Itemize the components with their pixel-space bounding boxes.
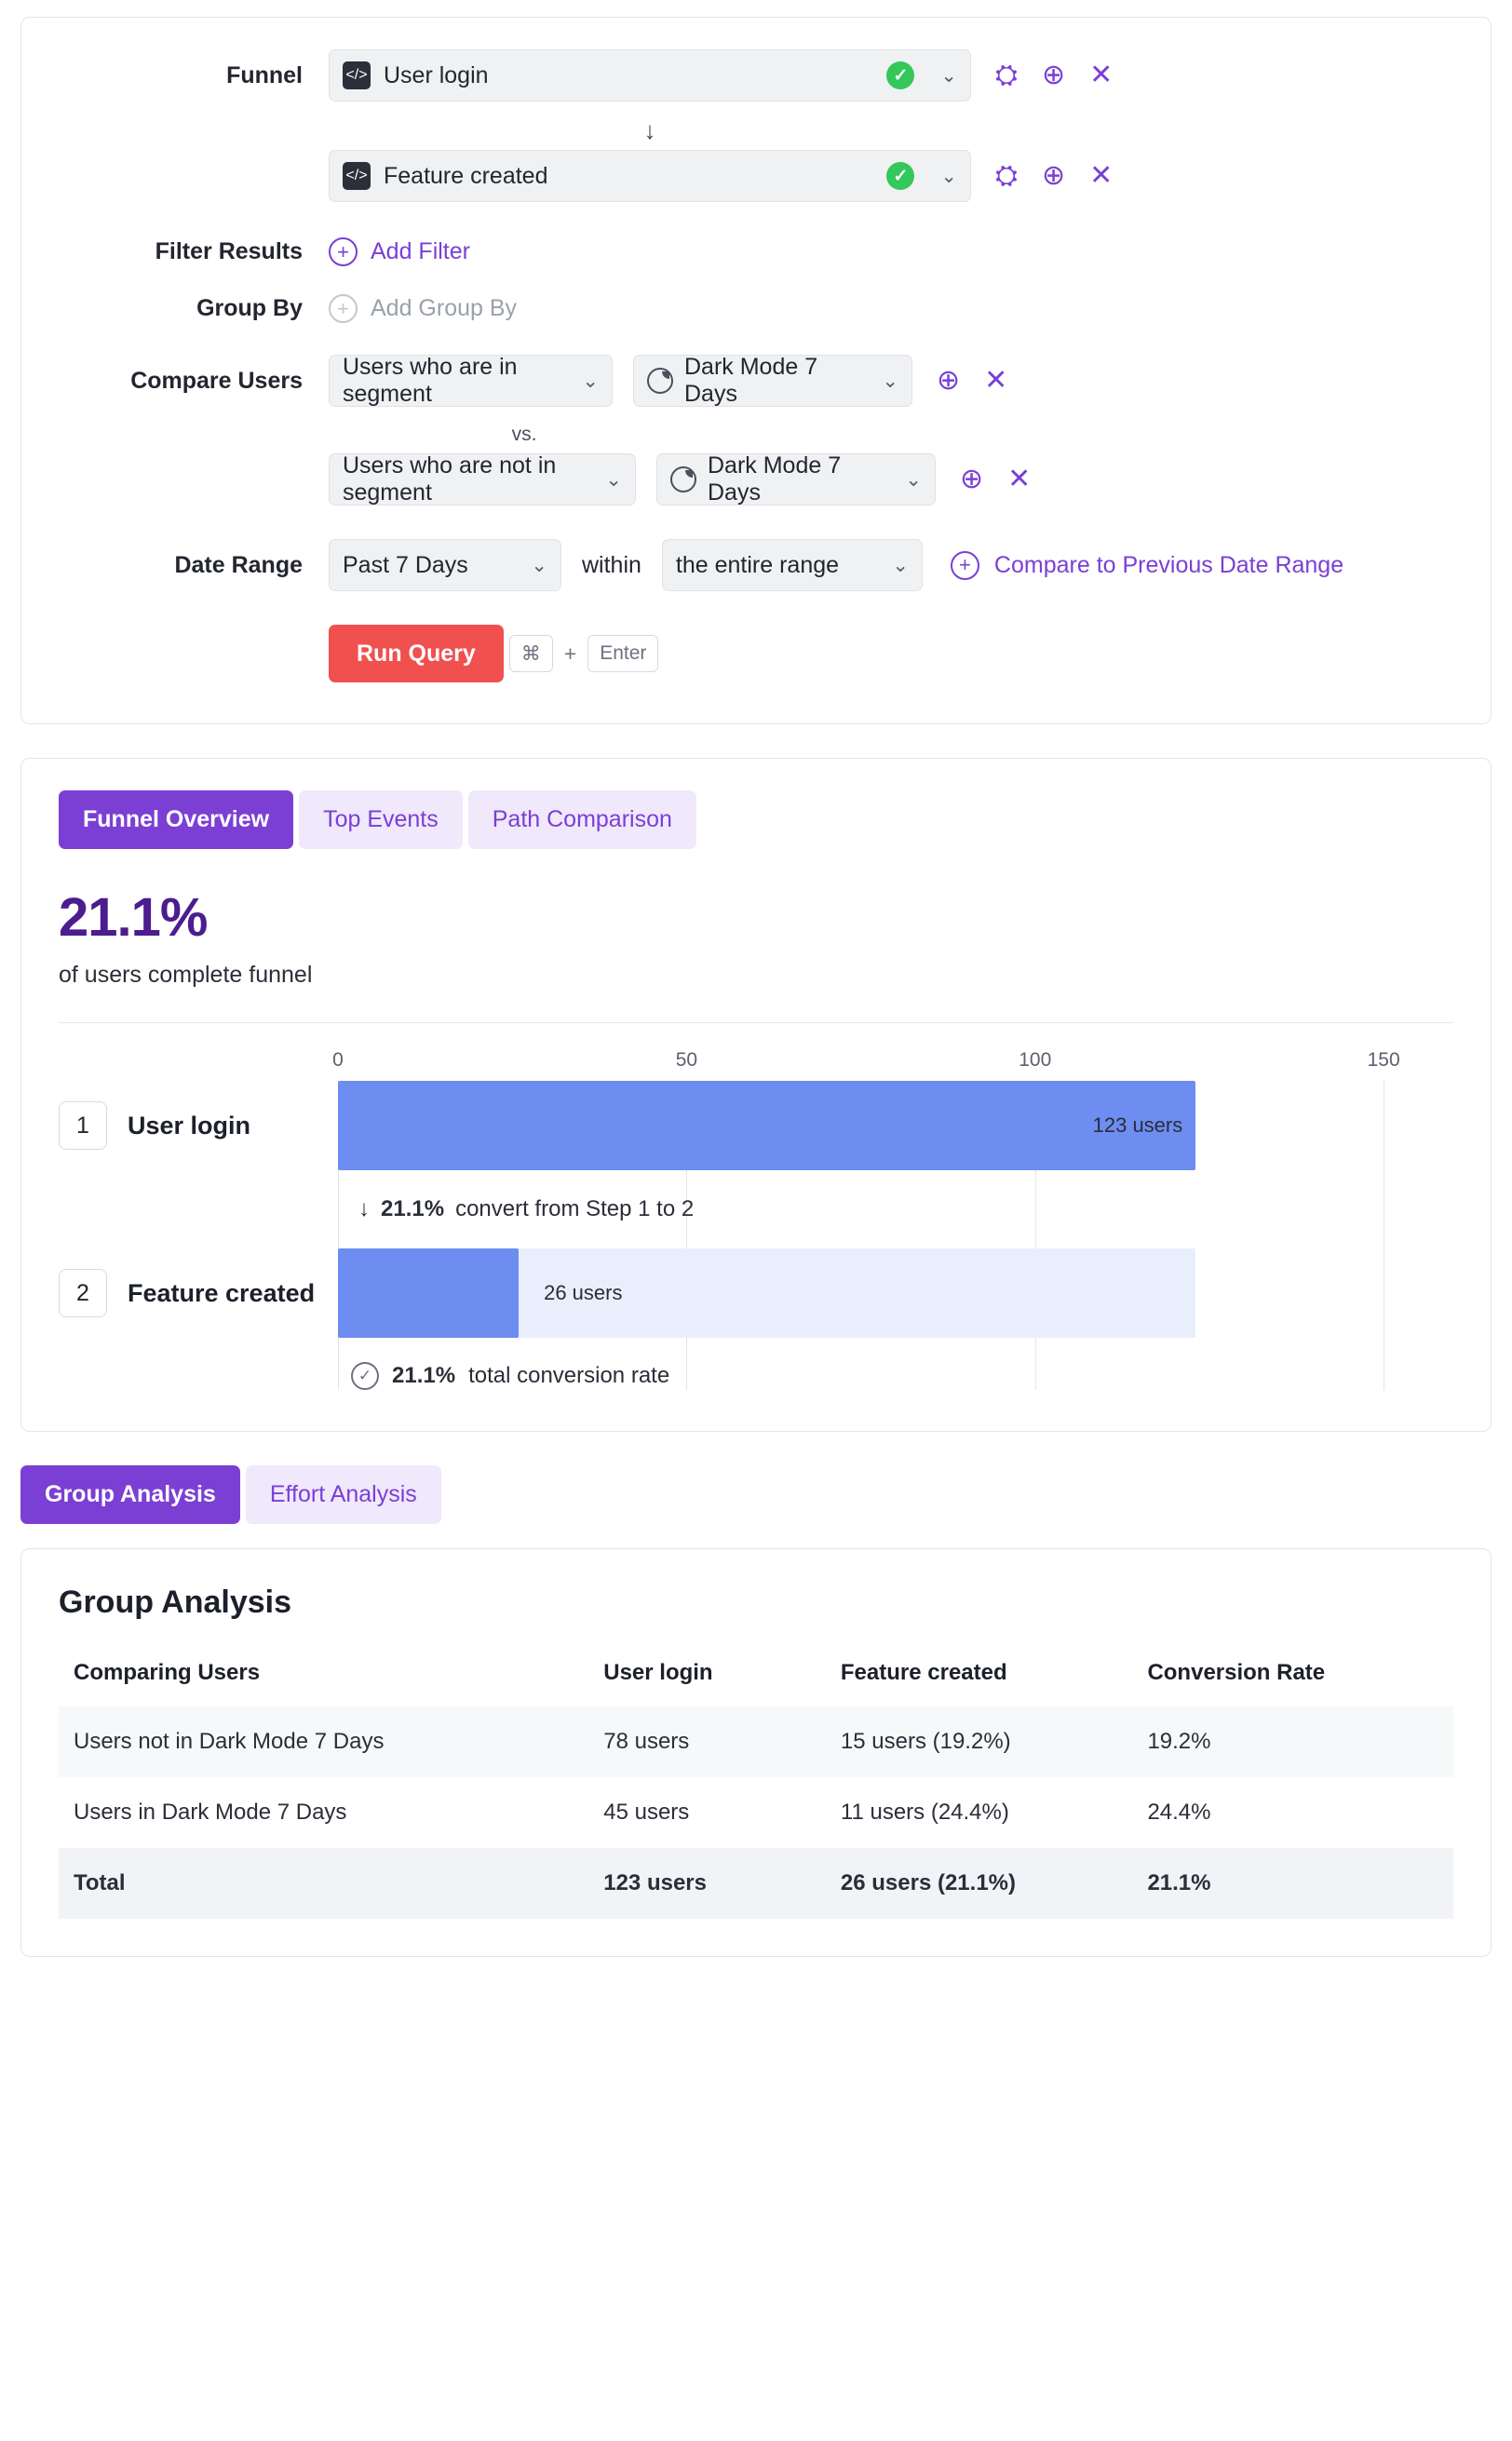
chart-x-axis	[332, 1049, 1453, 1081]
compare-segment-value-1: Dark Mode 7 Days	[684, 354, 818, 407]
funnel-step-row-2	[59, 150, 1453, 202]
shortcut-cmd-key: ⌘	[509, 635, 553, 672]
chevron-down-icon[interactable]: ⌄	[882, 370, 898, 392]
total-conversion-note	[338, 1338, 1453, 1390]
date-range-value: Past 7 Days	[343, 551, 468, 578]
within-label: within	[582, 551, 641, 578]
down-arrow-icon: ↓	[358, 1196, 370, 1221]
col-comparing-users: Comparing Users	[74, 1660, 261, 1685]
check-circle-icon: ✓	[351, 1362, 379, 1390]
step-2-filter-icon[interactable]: ⛭	[995, 160, 1018, 191]
bar-value-2: 26 users	[544, 1281, 623, 1304]
row-step1: 78 users	[588, 1706, 826, 1777]
table-header-row	[59, 1647, 1453, 1706]
tab-effort-analysis[interactable]: Effort Analysis	[246, 1465, 441, 1524]
funnel-flow-arrow-icon: ↓	[643, 116, 656, 144]
col-feature-created: Feature created	[840, 1660, 1007, 1685]
add-filter-label: Add Filter	[371, 238, 470, 264]
total-conversion-text: total conversion rate	[468, 1363, 670, 1388]
add-filter-button[interactable]	[329, 237, 470, 266]
chevron-down-icon[interactable]: ⌄	[940, 165, 957, 187]
compare-condition-select-2[interactable]	[329, 453, 636, 506]
compare-segment-select-2[interactable]	[656, 453, 936, 506]
bar-step-1	[338, 1081, 1195, 1170]
compare-remove-icon-2[interactable]: ✕	[1007, 464, 1032, 494]
compare-add-icon-2[interactable]: ⊕	[960, 464, 984, 494]
plus-icon: +	[951, 551, 979, 580]
group-analysis-card	[20, 1548, 1492, 1957]
bar-step-2-fill	[338, 1248, 519, 1338]
code-icon: </>	[343, 162, 371, 190]
chevron-down-icon[interactable]: ⌄	[940, 64, 957, 87]
tab-path-comparison[interactable]: Path Comparison	[468, 790, 696, 849]
axis-tick-150: 150	[1367, 1049, 1400, 1071]
funnel-step-1-name: User login	[384, 61, 489, 88]
row-step2: 11 users (24.4%)	[840, 1800, 1009, 1825]
compare-condition-value-1: Users who are in segment	[343, 354, 518, 407]
valid-check-icon: ✓	[886, 162, 914, 190]
analysis-tabs	[20, 1465, 1492, 1524]
row-step1: 123 users	[588, 1848, 826, 1919]
compare-vs-row	[59, 424, 1453, 446]
table-row	[59, 1777, 1453, 1848]
chevron-down-icon[interactable]: ⌄	[531, 554, 547, 576]
compare-segment-select-1[interactable]	[633, 355, 912, 407]
row-step1: 45 users	[603, 1800, 690, 1825]
step-number: 1	[59, 1101, 107, 1150]
chevron-down-icon[interactable]: ⌄	[582, 370, 599, 392]
filter-results-row	[59, 237, 1453, 266]
date-range-row	[59, 539, 1453, 591]
within-select[interactable]	[662, 539, 923, 591]
tab-group-analysis[interactable]: Group Analysis	[20, 1465, 240, 1524]
tab-top-events[interactable]: Top Events	[299, 790, 463, 849]
row-rate: 21.1%	[1132, 1848, 1453, 1919]
bar-track-2	[338, 1248, 1453, 1338]
funnel-step-2-name: Feature created	[384, 162, 548, 189]
row-rate: 19.2%	[1132, 1706, 1453, 1777]
results-tabs	[59, 790, 1453, 849]
row-rate: 24.4%	[1147, 1800, 1211, 1825]
compare-vs-label: vs.	[511, 424, 537, 445]
funnel-step-1-label	[59, 1101, 338, 1150]
query-builder-card	[20, 17, 1492, 724]
bar-value-1: 123 users	[1092, 1113, 1183, 1137]
step-number: 2	[59, 1269, 107, 1317]
row-group: Users in Dark Mode 7 Days	[74, 1800, 347, 1825]
step-1-filter-icon[interactable]: ⛭	[995, 60, 1018, 90]
headline-subtitle: of users complete funnel	[59, 962, 313, 988]
step-conversion-pct: 21.1%	[381, 1196, 445, 1221]
compare-users-label: Compare Users	[130, 367, 303, 394]
chevron-down-icon[interactable]: ⌄	[605, 468, 622, 491]
results-card	[20, 758, 1492, 1432]
axis-tick-0: 0	[332, 1049, 344, 1071]
date-range-label: Date Range	[174, 551, 303, 578]
col-conversion-rate: Conversion Rate	[1147, 1660, 1326, 1685]
segment-icon	[647, 368, 673, 394]
filter-results-label: Filter Results	[155, 238, 303, 264]
col-user-login: User login	[603, 1660, 713, 1685]
table-row	[59, 1706, 1453, 1777]
funnel-step-2-select[interactable]	[329, 150, 971, 202]
axis-tick-100: 100	[1019, 1049, 1052, 1071]
funnel-step-2-bar-row	[76, 1248, 1453, 1338]
date-range-select[interactable]	[329, 539, 561, 591]
run-query-button[interactable]: Run Query	[329, 625, 504, 682]
row-step2: 15 users (19.2%)	[826, 1706, 1133, 1777]
compare-condition-value-2: Users who are not in segment	[343, 452, 557, 506]
funnel-step-1-bar-row	[76, 1081, 1453, 1170]
within-value: the entire range	[675, 551, 840, 578]
compare-condition-select-1[interactable]	[329, 355, 613, 407]
step-2-add-icon[interactable]: ⊕	[1042, 160, 1066, 191]
group-by-row	[59, 294, 1453, 323]
shortcut-enter-key: Enter	[587, 635, 658, 672]
funnel-label: Funnel	[226, 61, 303, 88]
step-conversion-text: convert from Step 1 to 2	[455, 1196, 695, 1221]
step-1-add-icon[interactable]: ⊕	[1042, 60, 1066, 90]
bar-step-2-ghost	[338, 1248, 1195, 1338]
step-conversion-note	[338, 1170, 1453, 1248]
row-step2: 26 users (21.1%)	[826, 1848, 1133, 1919]
compare-previous-label: Compare to Previous Date Range	[993, 551, 1344, 578]
bar-track-1	[338, 1081, 1453, 1170]
funnel-step-2-label	[59, 1269, 338, 1317]
run-query-row	[59, 625, 1453, 682]
funnel-step-1-select[interactable]	[329, 49, 971, 101]
plus-icon: +	[329, 294, 358, 323]
compare-add-icon-1[interactable]: ⊕	[937, 365, 961, 396]
valid-check-icon: ✓	[886, 61, 914, 89]
step-2-remove-icon[interactable]: ✕	[1089, 160, 1114, 191]
table-row-total	[59, 1848, 1453, 1919]
funnel-plot	[76, 1081, 1453, 1390]
compare-remove-icon-1[interactable]: ✕	[984, 365, 1008, 396]
funnel-step-row-1	[59, 49, 1453, 101]
group-analysis-table	[59, 1647, 1453, 1919]
group-by-label: Group By	[196, 295, 303, 321]
group-analysis-title: Group Analysis	[59, 1585, 292, 1620]
tab-funnel-overview[interactable]: Funnel Overview	[59, 790, 293, 849]
shortcut-plus: +	[563, 641, 577, 666]
step-1-remove-icon[interactable]: ✕	[1089, 60, 1114, 90]
compare-users-row-2	[59, 453, 1453, 506]
step-name: Feature created	[128, 1278, 316, 1307]
compare-users-row-1	[59, 355, 1453, 407]
row-group: Total	[59, 1848, 588, 1919]
plus-icon: +	[329, 237, 358, 266]
segment-icon	[670, 466, 696, 492]
add-group-by-button[interactable]	[329, 294, 517, 323]
chevron-down-icon[interactable]: ⌄	[892, 554, 909, 576]
funnel-chart	[59, 1049, 1453, 1390]
compare-segment-value-2: Dark Mode 7 Days	[708, 452, 842, 506]
row-group: Users not in Dark Mode 7 Days	[59, 1706, 588, 1777]
step-name: User login	[128, 1111, 251, 1140]
chevron-down-icon[interactable]: ⌄	[905, 468, 922, 491]
add-group-by-label: Add Group By	[371, 295, 518, 321]
headline-conversion-pct: 21.1%	[59, 887, 208, 948]
compare-previous-date-range-button[interactable]	[951, 551, 1343, 580]
divider	[59, 1022, 1453, 1023]
total-conversion-pct: 21.1%	[392, 1363, 456, 1388]
code-icon: </>	[343, 61, 371, 89]
axis-tick-50: 50	[675, 1049, 698, 1071]
